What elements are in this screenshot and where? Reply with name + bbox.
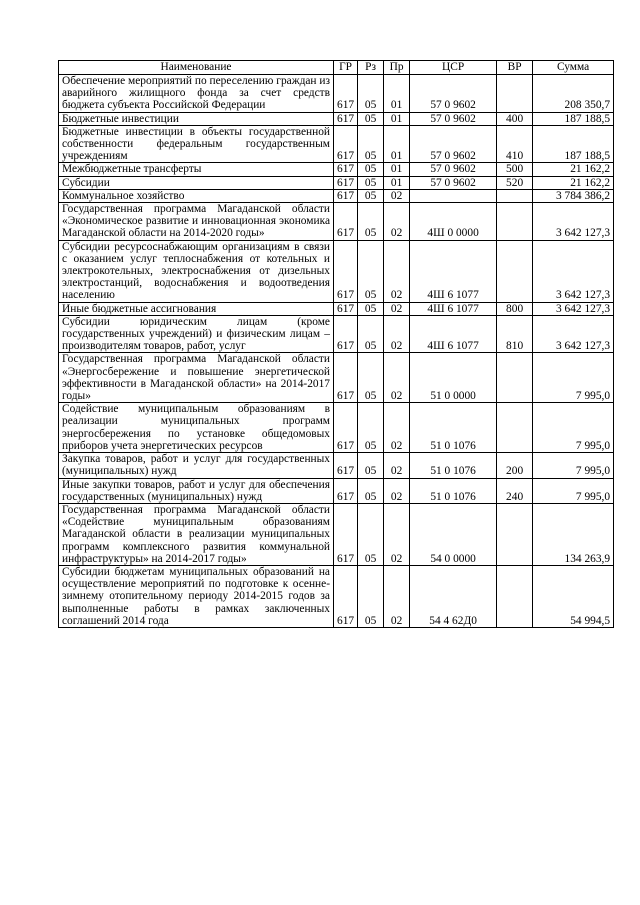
row-vr: 520 [497, 176, 533, 189]
header-csr: ЦСР [410, 61, 497, 75]
row-sum: 208 350,7 [533, 75, 614, 113]
row-sum: 7 995,0 [533, 353, 614, 403]
row-vr: 410 [497, 125, 533, 163]
row-name: Государственная программа Магаданской области «Энергосбережение и повышение энергетической эффективности в Магаданской области» на 2014-2017 годы» [59, 353, 334, 403]
header-name: Наименование [59, 61, 334, 75]
row-vr [497, 189, 533, 202]
row-gr: 617 [334, 75, 358, 113]
table-row [59, 125, 614, 163]
row-vr [497, 403, 533, 453]
row-csr: 4Ш 6 1077 [410, 315, 497, 353]
row-sum: 134 263,9 [533, 503, 614, 565]
row-csr: 54 0 0000 [410, 503, 497, 565]
row-gr: 617 [334, 163, 358, 176]
row-pr: 02 [384, 353, 410, 403]
row-csr: 51 0 1076 [410, 403, 497, 453]
row-rz: 05 [358, 503, 384, 565]
row-rz: 05 [358, 189, 384, 202]
row-name: Закупка товаров, работ и услуг для государственных (муниципальных) нужд [59, 453, 334, 478]
row-rz: 05 [358, 565, 384, 627]
row-sum: 21 162,2 [533, 176, 614, 189]
row-vr: 800 [497, 302, 533, 315]
row-pr: 02 [384, 203, 410, 241]
header-pr: Пр [384, 61, 410, 75]
header-sum: Сумма [533, 61, 614, 75]
row-csr: 4Ш 0 0000 [410, 203, 497, 241]
row-sum: 3 784 386,2 [533, 189, 614, 202]
table-row [59, 75, 614, 113]
row-sum: 3 642 127,3 [533, 240, 614, 302]
row-gr: 617 [334, 453, 358, 478]
row-name: Обеспечение мероприятий по переселению граждан из аварийного жилищного фонда за счет средств бюджета субъекта Российской Федерации [59, 75, 334, 113]
row-csr: 57 0 9602 [410, 75, 497, 113]
row-vr [497, 353, 533, 403]
row-csr: 57 0 9602 [410, 176, 497, 189]
row-name: Субсидии [59, 176, 334, 189]
row-csr: 51 0 1076 [410, 478, 497, 503]
table-row [59, 478, 614, 503]
row-csr: 57 0 9602 [410, 112, 497, 125]
row-vr: 500 [497, 163, 533, 176]
row-vr: 240 [497, 478, 533, 503]
row-name: Межбюджетные трансферты [59, 163, 334, 176]
header-gr: ГР [334, 61, 358, 75]
row-pr: 02 [384, 503, 410, 565]
row-sum: 3 642 127,3 [533, 315, 614, 353]
row-vr [497, 203, 533, 241]
row-name: Иные бюджетные ассигнования [59, 302, 334, 315]
row-pr: 02 [384, 240, 410, 302]
table-row [59, 353, 614, 403]
row-rz: 05 [358, 176, 384, 189]
row-name: Субсидии юридическим лицам (кроме государственных учреждений) и физическим лицам – производителям товаров, работ, услуг [59, 315, 334, 353]
row-gr: 617 [334, 203, 358, 241]
row-csr: 4Ш 6 1077 [410, 302, 497, 315]
table-row [59, 315, 614, 353]
row-name: Иные закупки товаров, работ и услуг для обеспечения государственных (муниципальных) нужд [59, 478, 334, 503]
row-sum: 21 162,2 [533, 163, 614, 176]
table-row [59, 163, 614, 176]
row-pr: 01 [384, 112, 410, 125]
row-csr [410, 189, 497, 202]
row-gr: 617 [334, 189, 358, 202]
row-pr: 01 [384, 163, 410, 176]
row-name: Государственная программа Магаданской области «Экономическое развитие и инновационная экономика Магаданской области на 2014-2020 годы» [59, 203, 334, 241]
row-name: Субсидии бюджетам муниципальных образований на осуществление мероприятий по подготовке к осенне-зимнему отопительному периоду 2014-2015 годов за выполненные работы в рамках заключенных соглашений 2014 года [59, 565, 334, 627]
row-name: Коммунальное хозяйство [59, 189, 334, 202]
row-rz: 05 [358, 302, 384, 315]
row-sum: 187 188,5 [533, 112, 614, 125]
row-pr: 02 [384, 478, 410, 503]
row-pr: 01 [384, 75, 410, 113]
row-rz: 05 [358, 315, 384, 353]
row-csr: 51 0 0000 [410, 353, 497, 403]
row-rz: 05 [358, 112, 384, 125]
row-rz: 05 [358, 353, 384, 403]
row-sum: 7 995,0 [533, 403, 614, 453]
row-gr: 617 [334, 302, 358, 315]
row-rz: 05 [358, 240, 384, 302]
row-gr: 617 [334, 112, 358, 125]
row-rz: 05 [358, 75, 384, 113]
row-pr: 02 [384, 189, 410, 202]
row-name: Бюджетные инвестиции [59, 112, 334, 125]
row-gr: 617 [334, 478, 358, 503]
row-rz: 05 [358, 453, 384, 478]
table-row [59, 240, 614, 302]
table-row [59, 403, 614, 453]
row-rz: 05 [358, 478, 384, 503]
row-name: Субсидии ресурсоснабжающим организациям в связи с оказанием услуг теплоснабжения от котельных и электрокотельных, электроснабжения от дизельных электростанций, водоснабжения и водоотведения населению [59, 240, 334, 302]
table-row [59, 453, 614, 478]
row-vr [497, 75, 533, 113]
row-name: Содействие муниципальным образованиям в реализации муниципальных программ энергосбережения по установке общедомовых приборов учета энергетических ресурсов [59, 403, 334, 453]
row-sum: 3 642 127,3 [533, 302, 614, 315]
row-gr: 617 [334, 315, 358, 353]
row-pr: 02 [384, 302, 410, 315]
row-pr: 02 [384, 315, 410, 353]
row-vr: 200 [497, 453, 533, 478]
row-name: Государственная программа Магаданской области «Содействие муниципальным образованиям Магаданской области в реализации муниципальных программ комплексного развития коммунальной инфраструктуры» на 2014-2017 годы» [59, 503, 334, 565]
row-gr: 617 [334, 125, 358, 163]
row-gr: 617 [334, 176, 358, 189]
row-rz: 05 [358, 403, 384, 453]
row-csr: 4Ш 6 1077 [410, 240, 497, 302]
row-sum: 54 994,5 [533, 565, 614, 627]
table-row [59, 112, 614, 125]
row-rz: 05 [358, 163, 384, 176]
row-sum: 7 995,0 [533, 453, 614, 478]
table-body [59, 75, 614, 628]
row-name: Бюджетные инвестиции в объекты государственной собственности федеральным государственным учреждениям [59, 125, 334, 163]
row-vr [497, 565, 533, 627]
row-csr: 57 0 9602 [410, 163, 497, 176]
header-rz: Рз [358, 61, 384, 75]
row-rz: 05 [358, 125, 384, 163]
row-vr [497, 503, 533, 565]
header-vr: ВР [497, 61, 533, 75]
row-pr: 01 [384, 125, 410, 163]
row-pr: 01 [384, 176, 410, 189]
row-csr: 51 0 1076 [410, 453, 497, 478]
row-csr: 54 4 62Д0 [410, 565, 497, 627]
row-sum: 3 642 127,3 [533, 203, 614, 241]
row-gr: 617 [334, 565, 358, 627]
row-gr: 617 [334, 353, 358, 403]
row-vr [497, 240, 533, 302]
table-row [59, 176, 614, 189]
row-sum: 7 995,0 [533, 478, 614, 503]
row-pr: 02 [384, 565, 410, 627]
row-pr: 02 [384, 403, 410, 453]
table-header-row [59, 61, 614, 75]
row-gr: 617 [334, 503, 358, 565]
table-row [59, 203, 614, 241]
table-row [59, 565, 614, 627]
table-row [59, 302, 614, 315]
row-vr: 400 [497, 112, 533, 125]
budget-table [58, 60, 614, 628]
row-vr: 810 [497, 315, 533, 353]
row-csr: 57 0 9602 [410, 125, 497, 163]
row-rz: 05 [358, 203, 384, 241]
table-row [59, 189, 614, 202]
row-sum: 187 188,5 [533, 125, 614, 163]
row-pr: 02 [384, 453, 410, 478]
row-gr: 617 [334, 403, 358, 453]
table-row [59, 503, 614, 565]
row-gr: 617 [334, 240, 358, 302]
